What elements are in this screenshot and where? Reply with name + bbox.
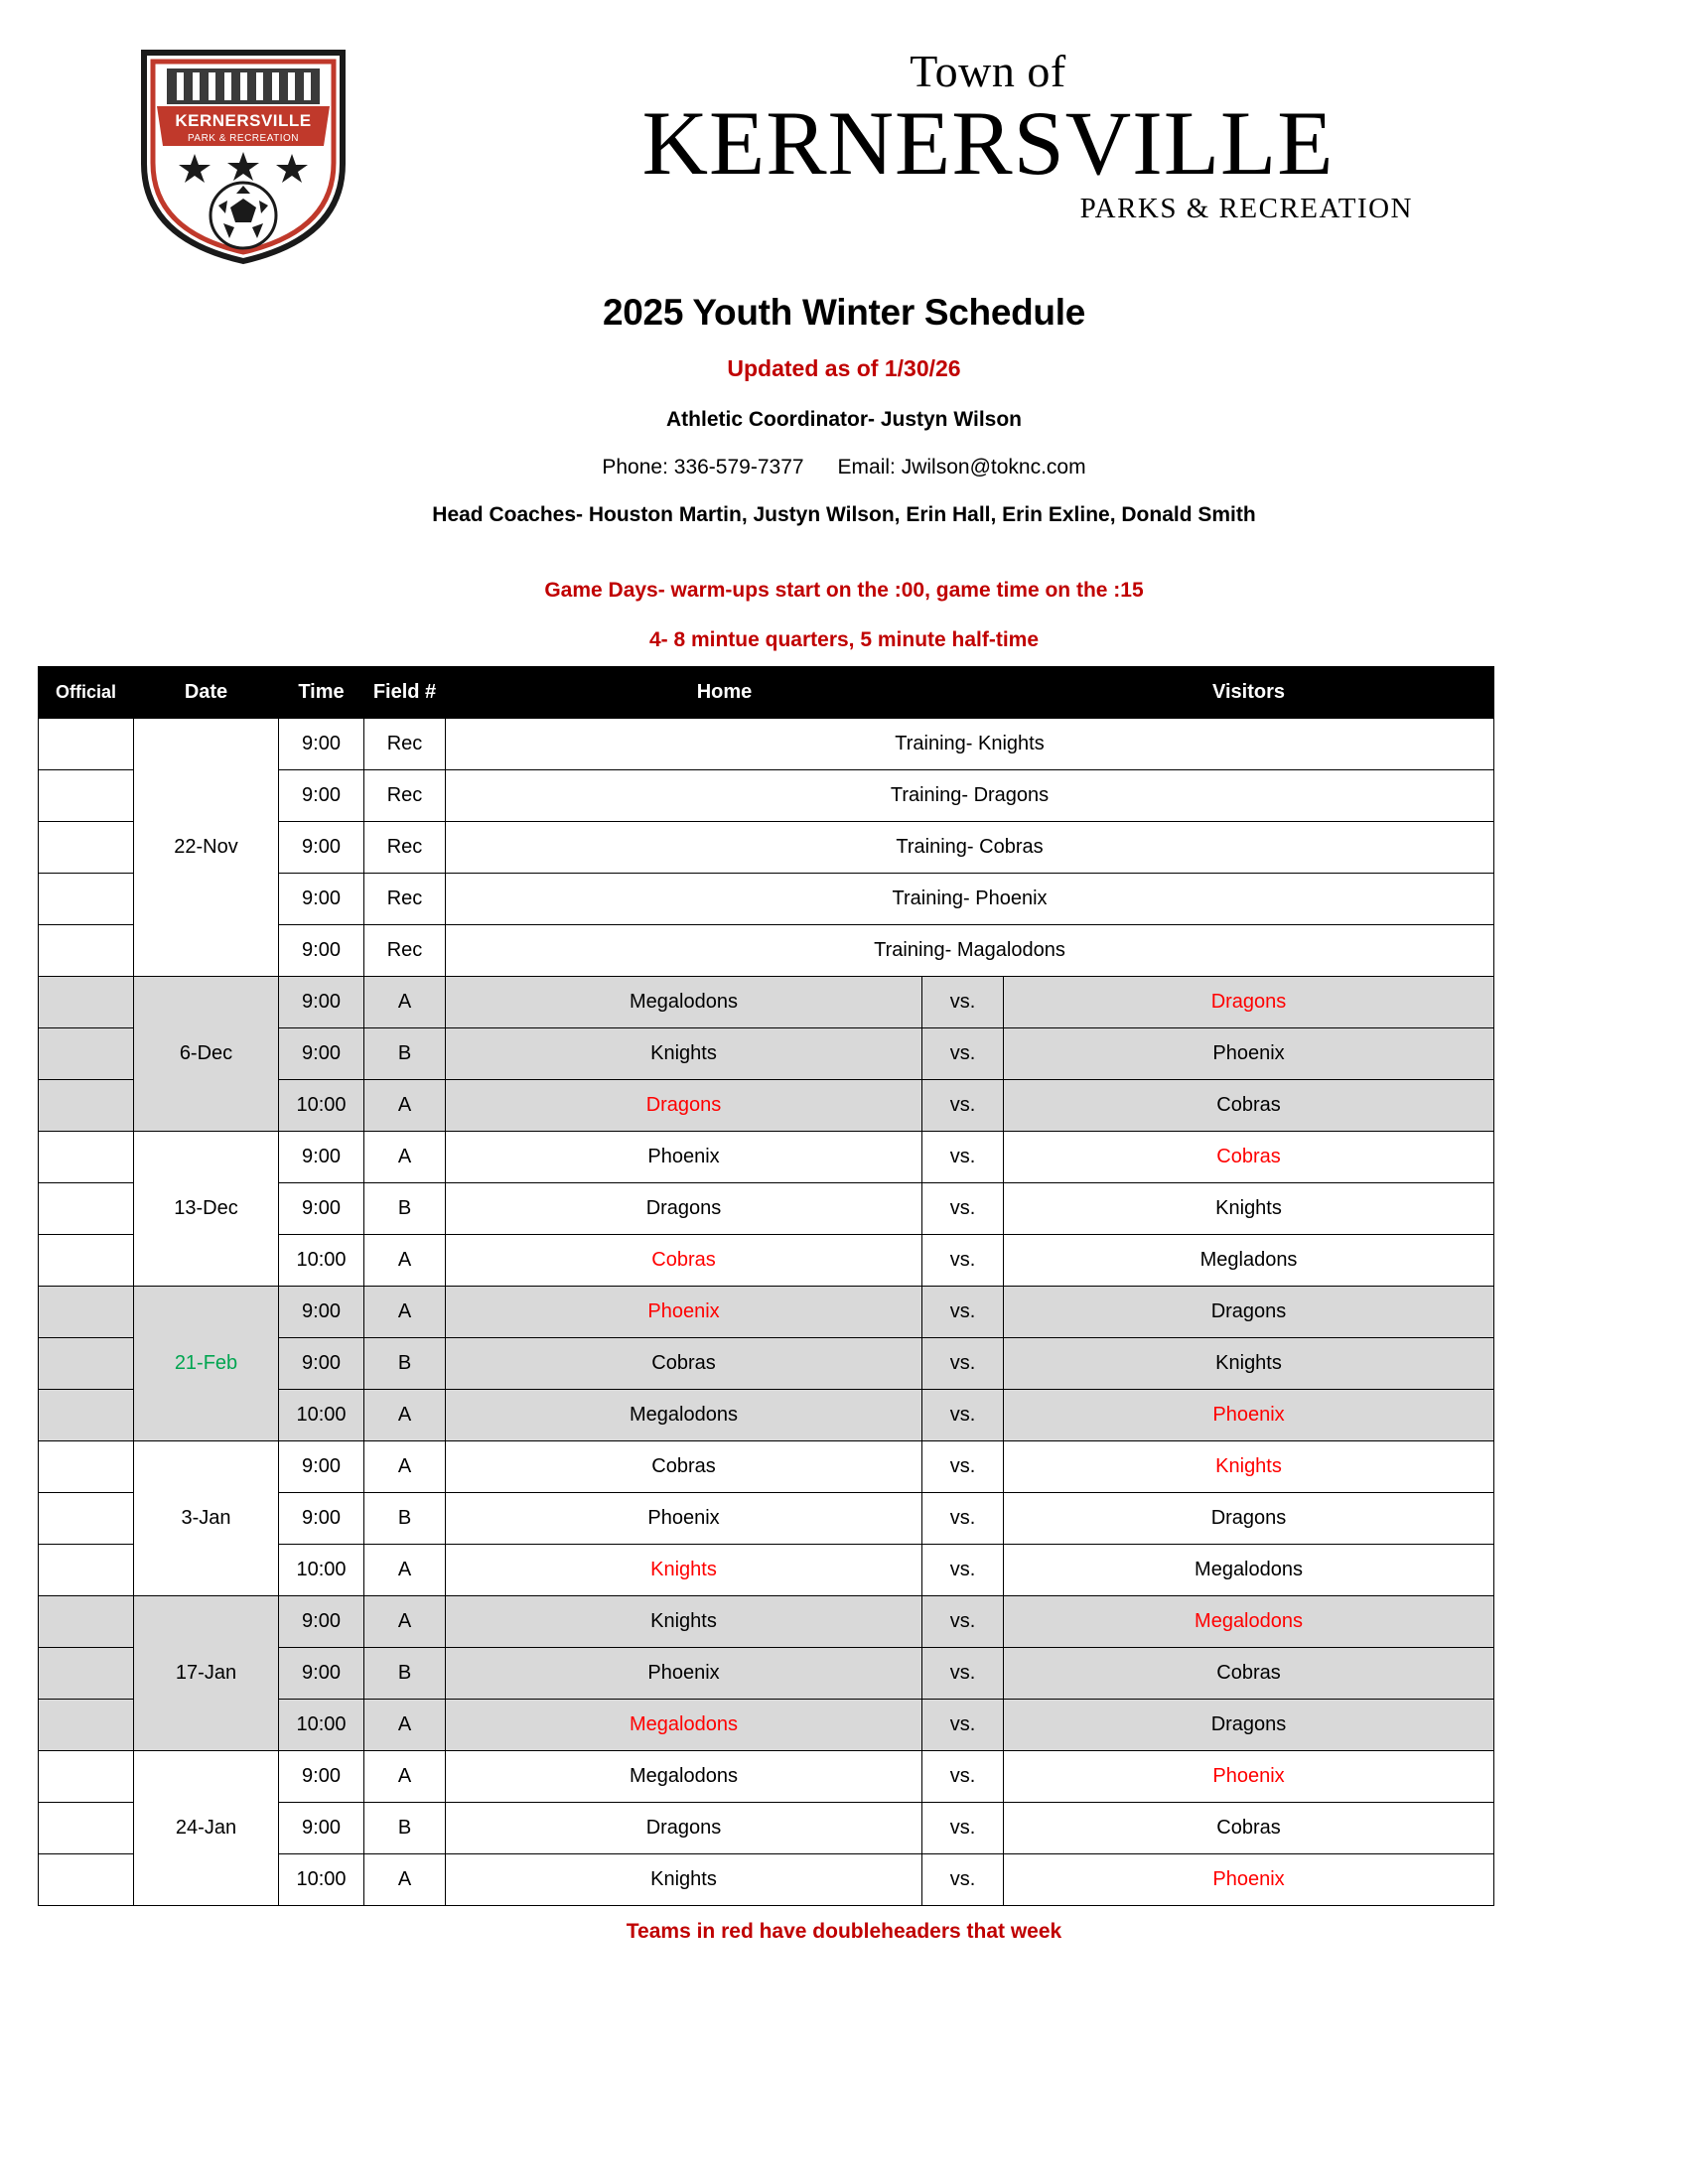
time-cell: 9:00 (279, 719, 364, 770)
field-cell: A (364, 1287, 446, 1338)
visitor-team-cell: Cobras (1004, 1803, 1494, 1854)
schedule-body (39, 719, 1494, 1906)
vs-cell: vs. (922, 977, 1004, 1028)
official-cell[interactable] (39, 719, 134, 770)
athletic-coordinator: Athletic Coordinator- Justyn Wilson (666, 408, 1022, 431)
field-cell: B (364, 1028, 446, 1080)
col-header-official: Official (39, 667, 134, 719)
time-cell: 9:00 (279, 977, 364, 1028)
official-cell[interactable] (39, 1803, 134, 1854)
vs-cell: vs. (922, 1235, 1004, 1287)
official-cell[interactable] (39, 1854, 134, 1906)
field-cell: A (364, 1854, 446, 1906)
time-cell: 9:00 (279, 1338, 364, 1390)
vs-cell: vs. (922, 1545, 1004, 1596)
vs-cell: vs. (922, 1854, 1004, 1906)
home-team-cell: Phoenix (446, 1132, 922, 1183)
table-row (39, 1441, 1494, 1493)
official-cell[interactable] (39, 1648, 134, 1700)
official-cell[interactable] (39, 770, 134, 822)
table-row (39, 719, 1494, 770)
field-cell: B (364, 1338, 446, 1390)
visitor-team-cell: Cobras (1004, 1080, 1494, 1132)
time-cell: 9:00 (279, 874, 364, 925)
table-row (39, 1132, 1494, 1183)
home-team-cell: Knights (446, 1596, 922, 1648)
visitor-team-cell: Cobras (1004, 1648, 1494, 1700)
field-cell: A (364, 1080, 446, 1132)
visitor-team-cell: Dragons (1004, 1700, 1494, 1751)
home-team-cell: Megalodons (446, 1700, 922, 1751)
field-cell: B (364, 1803, 446, 1854)
training-cell: Training- Cobras (446, 822, 1494, 874)
vs-cell: vs. (922, 1132, 1004, 1183)
quarters-note: 4- 8 mintue quarters, 5 minute half-time (648, 628, 1040, 651)
field-cell: A (364, 1751, 446, 1803)
home-team-cell: Phoenix (446, 1493, 922, 1545)
visitor-team-cell: Dragons (1004, 1287, 1494, 1338)
vs-cell: vs. (922, 1700, 1004, 1751)
home-team-cell: Dragons (446, 1183, 922, 1235)
field-cell: A (364, 1700, 446, 1751)
training-cell: Training- Magalodons (446, 925, 1494, 977)
time-cell: 10:00 (279, 1235, 364, 1287)
official-cell[interactable] (39, 1338, 134, 1390)
field-cell: A (364, 1132, 446, 1183)
time-cell: 9:00 (279, 1751, 364, 1803)
visitor-team-cell: Phoenix (1004, 1854, 1494, 1906)
official-cell[interactable] (39, 1080, 134, 1132)
visitor-team-cell: Knights (1004, 1183, 1494, 1235)
official-cell[interactable] (39, 925, 134, 977)
visitor-team-cell: Phoenix (1004, 1390, 1494, 1441)
time-cell: 10:00 (279, 1700, 364, 1751)
training-cell: Training- Dragons (446, 770, 1494, 822)
document-header (0, 0, 1688, 288)
time-cell: 9:00 (279, 1441, 364, 1493)
home-team-cell: Megalodons (446, 1390, 922, 1441)
table-row (39, 1596, 1494, 1648)
town-wordmark (541, 48, 1435, 225)
official-cell[interactable] (39, 1235, 134, 1287)
table-row (39, 977, 1494, 1028)
phone-text: Phone: 336-579-7377 (602, 456, 804, 478)
time-cell: 9:00 (279, 770, 364, 822)
svg-text:KERNERSVILLE: KERNERSVILLE (175, 111, 312, 130)
vs-cell: vs. (922, 1080, 1004, 1132)
official-cell[interactable] (39, 1183, 134, 1235)
time-cell: 9:00 (279, 1287, 364, 1338)
date-cell: 3-Jan (134, 1441, 279, 1596)
vs-cell: vs. (922, 1803, 1004, 1854)
official-cell[interactable] (39, 822, 134, 874)
vs-cell: vs. (922, 1596, 1004, 1648)
updated-date: Updated as of 1/30/26 (727, 355, 961, 381)
vs-cell: vs. (922, 1493, 1004, 1545)
col-header-field: Field # (364, 667, 446, 719)
official-cell[interactable] (39, 977, 134, 1028)
vs-cell: vs. (922, 1338, 1004, 1390)
wordmark-town: Town of (910, 46, 1066, 96)
head-coaches: Head Coaches- Houston Martin, Justyn Wilson, Erin Hall, Erin Exline, Donald Smith (432, 503, 1256, 526)
time-cell: 9:00 (279, 1028, 364, 1080)
time-cell: 9:00 (279, 1596, 364, 1648)
official-cell[interactable] (39, 1132, 134, 1183)
table-row (39, 1751, 1494, 1803)
field-cell: A (364, 977, 446, 1028)
page-title: 2025 Youth Winter Schedule (602, 292, 1085, 333)
field-cell: Rec (364, 822, 446, 874)
col-header-home: Home (446, 667, 1004, 719)
time-cell: 9:00 (279, 1648, 364, 1700)
training-cell: Training- Phoenix (446, 874, 1494, 925)
vs-cell: vs. (922, 1287, 1004, 1338)
kernersville-parks-rec-logo-icon (129, 35, 357, 268)
home-team-cell: Knights (446, 1854, 922, 1906)
field-cell: A (364, 1235, 446, 1287)
visitor-team-cell: Dragons (1004, 1493, 1494, 1545)
wordmark-parks-recreation: PARKS & RECREATION (1079, 193, 1413, 225)
date-cell: 21-Feb (134, 1287, 279, 1441)
field-cell: Rec (364, 719, 446, 770)
visitor-team-cell: Phoenix (1004, 1028, 1494, 1080)
visitor-team-cell: Megladons (1004, 1235, 1494, 1287)
time-cell: 9:00 (279, 1493, 364, 1545)
visitor-team-cell: Megalodons (1004, 1596, 1494, 1648)
field-cell: B (364, 1648, 446, 1700)
email-text: Email: Jwilson@toknc.com (837, 456, 1086, 478)
vs-cell: vs. (922, 1028, 1004, 1080)
vs-cell: vs. (922, 1183, 1004, 1235)
col-header-date: Date (134, 667, 279, 719)
time-cell: 9:00 (279, 925, 364, 977)
gameday-note: Game Days- warm-ups start on the :00, game time on the :15 (544, 579, 1144, 602)
time-cell: 10:00 (279, 1545, 364, 1596)
vs-cell: vs. (922, 1390, 1004, 1441)
field-cell: A (364, 1545, 446, 1596)
official-cell[interactable] (39, 1751, 134, 1803)
home-team-cell: Knights (446, 1028, 922, 1080)
official-cell[interactable] (39, 1390, 134, 1441)
field-cell: Rec (364, 874, 446, 925)
schedule-table-wrap (38, 666, 1650, 1906)
official-cell[interactable] (39, 1441, 134, 1493)
footnote: Teams in red have doubleheaders that week (626, 1920, 1062, 1943)
official-cell[interactable] (39, 874, 134, 925)
col-header-time: Time (279, 667, 364, 719)
field-cell: B (364, 1183, 446, 1235)
home-team-cell: Phoenix (446, 1648, 922, 1700)
field-cell: Rec (364, 770, 446, 822)
field-cell: B (364, 1493, 446, 1545)
home-team-cell: Dragons (446, 1803, 922, 1854)
time-cell: 10:00 (279, 1080, 364, 1132)
table-row (39, 1287, 1494, 1338)
visitor-team-cell: Dragons (1004, 977, 1494, 1028)
vs-cell: vs. (922, 1751, 1004, 1803)
home-team-cell: Megalodons (446, 977, 922, 1028)
official-cell[interactable] (39, 1700, 134, 1751)
home-team-cell: Cobras (446, 1338, 922, 1390)
time-cell: 9:00 (279, 1803, 364, 1854)
field-cell: A (364, 1390, 446, 1441)
home-team-cell: Phoenix (446, 1287, 922, 1338)
col-header-visitors: Visitors (1004, 667, 1494, 719)
visitor-team-cell: Knights (1004, 1441, 1494, 1493)
schedule-table (38, 666, 1494, 1906)
vs-cell: vs. (922, 1648, 1004, 1700)
home-team-cell: Dragons (446, 1080, 922, 1132)
vs-cell: vs. (922, 1441, 1004, 1493)
contact-line (0, 456, 1688, 479)
home-team-cell: Cobras (446, 1441, 922, 1493)
table-header-row (39, 667, 1494, 719)
visitor-team-cell: Cobras (1004, 1132, 1494, 1183)
home-team-cell: Megalodons (446, 1751, 922, 1803)
official-cell[interactable] (39, 1545, 134, 1596)
official-cell[interactable] (39, 1287, 134, 1338)
field-cell: Rec (364, 925, 446, 977)
svg-text:PARK & RECREATION: PARK & RECREATION (187, 133, 300, 144)
date-cell: 24-Jan (134, 1751, 279, 1906)
time-cell: 9:00 (279, 822, 364, 874)
date-cell: 22-Nov (134, 719, 279, 977)
wordmark-kernersville: KERNERSVILLE (641, 92, 1335, 195)
date-cell: 6-Dec (134, 977, 279, 1132)
title-block (0, 292, 1688, 652)
visitor-team-cell: Megalodons (1004, 1545, 1494, 1596)
official-cell[interactable] (39, 1493, 134, 1545)
field-cell: A (364, 1441, 446, 1493)
official-cell[interactable] (39, 1596, 134, 1648)
visitor-team-cell: Phoenix (1004, 1751, 1494, 1803)
date-cell: 13-Dec (134, 1132, 279, 1287)
time-cell: 9:00 (279, 1132, 364, 1183)
time-cell: 10:00 (279, 1854, 364, 1906)
home-team-cell: Knights (446, 1545, 922, 1596)
time-cell: 9:00 (279, 1183, 364, 1235)
field-cell: A (364, 1596, 446, 1648)
visitor-team-cell: Knights (1004, 1338, 1494, 1390)
time-cell: 10:00 (279, 1390, 364, 1441)
date-cell: 17-Jan (134, 1596, 279, 1751)
home-team-cell: Cobras (446, 1235, 922, 1287)
official-cell[interactable] (39, 1028, 134, 1080)
training-cell: Training- Knights (446, 719, 1494, 770)
